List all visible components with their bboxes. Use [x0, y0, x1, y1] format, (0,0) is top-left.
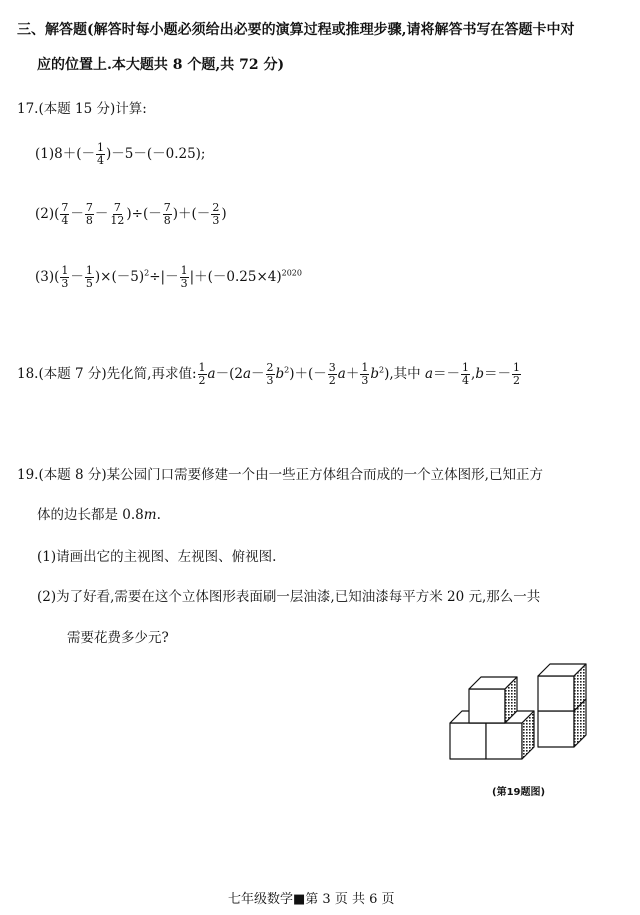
q17-part1: (1)8＋(－ $\frac{1}{4}$ )－5－(－0.25); — [35, 141, 206, 167]
fraction: $\frac{7}{8}$ — [85, 201, 93, 227]
q19-line1: 19.(本题 8 分)某公园门口需要修建一个由一些正方体组合而成的一个立体图形,已知正方 — [17, 467, 543, 483]
fraction: $\frac{1}{4}$ — [96, 141, 104, 167]
cube-figure — [445, 660, 595, 775]
q19-line2-text: 体的边长都是 0.8 — [37, 507, 144, 523]
fraction: $\frac{2}{3}$ — [266, 361, 274, 387]
q19-part1: (1)请画出它的主视图、左视图、俯视图. — [37, 549, 277, 565]
q19-line2-unit: m — [143, 507, 157, 523]
fraction: $\frac{7}{4}$ — [61, 201, 69, 227]
fraction: $\frac{1}{3}$ — [361, 361, 369, 387]
fraction: $\frac{3}{2}$ — [328, 361, 336, 387]
page-footer: 七年级数学■第 3 页 共 6 页 — [228, 892, 395, 907]
q17-part3: (3)( $\frac{1}{3}$ － $\frac{1}{5}$ )$\times(-5)^2\div|-$ $\frac{1}{3}$ $|+(-0.25\times 4)^{2020}$ — [35, 264, 302, 290]
fraction: $\frac{1}{4}$ — [462, 361, 470, 387]
section-header-line1: 三、解答题(解答时每小题必须给出必要的演算过程或推理步骤,请将解答书写在答题卡中对 — [17, 22, 575, 38]
q17-heading: 17.(本题 15 分)计算: — [17, 101, 147, 117]
q17-part1-label: (1) — [35, 146, 55, 162]
q19-part2-line1: (2)为了好看,需要在这个立体图形表面刷一层油漆,已知油漆每平方米 20 元,那么一共 — [37, 589, 541, 605]
q17-part2: (2)( $\frac{7}{4}$ － $\frac{7}{8}$ － $\frac{7}{12}$ )÷(－ $\frac{7}{8}$ )＋(－ $\frac{2}{3}$ ) — [35, 201, 227, 227]
fraction: $\frac{1}{3}$ — [61, 264, 69, 290]
section-header-line2: 应的位置上.本大题共 8 个题,共 72 分) — [37, 57, 285, 73]
fraction: $\frac{7}{12}$ — [110, 201, 125, 227]
q19-line2-end: . — [156, 507, 161, 523]
fraction: $\frac{1}{5}$ — [85, 264, 93, 290]
fraction: $\frac{1}{2}$ — [198, 361, 206, 387]
fraction: $\frac{2}{3}$ — [212, 201, 220, 227]
q17-part3-label: (3) — [35, 269, 55, 285]
fraction: $\frac{7}{8}$ — [163, 201, 171, 227]
q17-part2-label: (2) — [35, 206, 55, 222]
q18-heading: 18.(本题 7 分)先化简,再求值: — [17, 366, 197, 382]
fraction: $\frac{1}{2}$ — [512, 361, 520, 387]
figure-caption: (第19题图) — [492, 787, 546, 798]
q18: 18.(本题 7 分)先化简,再求值: $\frac{1}{2}$ a－(2a－ $\frac{2}{3}$ $b^2)+(-$ $\frac{3}{2}$ a＋ $\frac{1}{3}$ $b^2$),其中 a＝－ $\frac{1}{4}$ ,b＝－ $\frac{1}{2}$ — [17, 361, 520, 387]
q19-part2-line2: 需要花费多少元? — [67, 630, 169, 646]
q19-line2 — [37, 503, 161, 523]
fraction: $\frac{1}{3}$ — [180, 264, 188, 290]
